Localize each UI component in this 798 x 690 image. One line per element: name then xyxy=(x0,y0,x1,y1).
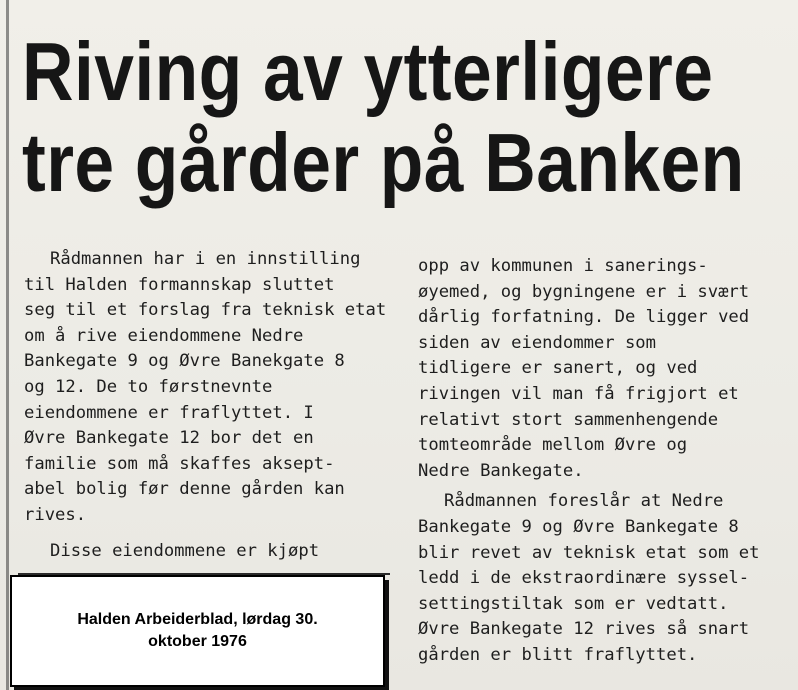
text-line: seg til et forslag fra teknisk etat xyxy=(24,300,387,321)
text-line: abel bolig før denne gården kan xyxy=(24,479,345,500)
headline xyxy=(22,25,745,209)
text-line: opp av kommunen i sanerings- xyxy=(418,256,708,276)
text-line: Rådmannen foreslår at Nedre xyxy=(444,491,724,512)
text-line: siden av eiendommer som xyxy=(418,332,656,353)
text-line: dårlig forfatning. De ligger ved xyxy=(418,307,750,328)
text-line: rives. xyxy=(24,504,87,525)
text-line: og 12. De to førstnevnte xyxy=(24,376,273,397)
text-line: eiendommene er fraflyttet. I xyxy=(24,402,314,423)
text-line: til Halden formannskap sluttet xyxy=(24,274,335,295)
column-rule xyxy=(6,0,9,690)
article-column-left xyxy=(24,247,387,564)
article-column-right xyxy=(418,254,788,669)
text-line: rivingen vil man få frigjort et xyxy=(418,383,739,404)
text-line: familie som må skaffes aksept- xyxy=(24,453,335,474)
text-line: Rådmannen har i en innstilling xyxy=(50,249,361,269)
text-line: relativt stort sammenhengende xyxy=(418,409,719,430)
text-line: Øvre Bankegate 12 rives så snart xyxy=(418,619,750,640)
headline-line: tre gårder på Banken xyxy=(22,116,745,209)
text-line: blir revet av teknisk etat som et xyxy=(418,542,760,563)
text-line: Øvre Bankegate 12 bor det en xyxy=(24,428,314,449)
text-line: Bankegate 9 og Øvre Bankegate 8 xyxy=(418,516,739,537)
caption-line: Halden Arbeiderblad, lørdag 30. xyxy=(77,611,318,628)
text-line: Nedre Bankegate. xyxy=(418,460,584,481)
text-line: Bankegate 9 og Øvre Banekgate 8 xyxy=(24,351,345,372)
text-line: øyemed, og bygningene er i svært xyxy=(418,281,750,302)
text-line: Disse eiendommene er kjøpt xyxy=(50,540,320,561)
text-line: gården er blitt fraflyttet. xyxy=(418,644,698,665)
text-line: ledd i de ekstraordinære syssel- xyxy=(418,568,750,589)
caption-line: oktober 1976 xyxy=(148,633,247,650)
source-caption-box xyxy=(10,575,385,687)
text-line: om å rive eiendommene Nedre xyxy=(24,325,304,346)
text-line: tomteområde mellom Øvre og xyxy=(418,435,688,456)
text-line: settingstiltak som er vedtatt. xyxy=(418,593,729,614)
text-line: tidligere er sanert, og ved xyxy=(418,358,698,379)
headline-line: Riving av ytterligere xyxy=(22,25,714,118)
